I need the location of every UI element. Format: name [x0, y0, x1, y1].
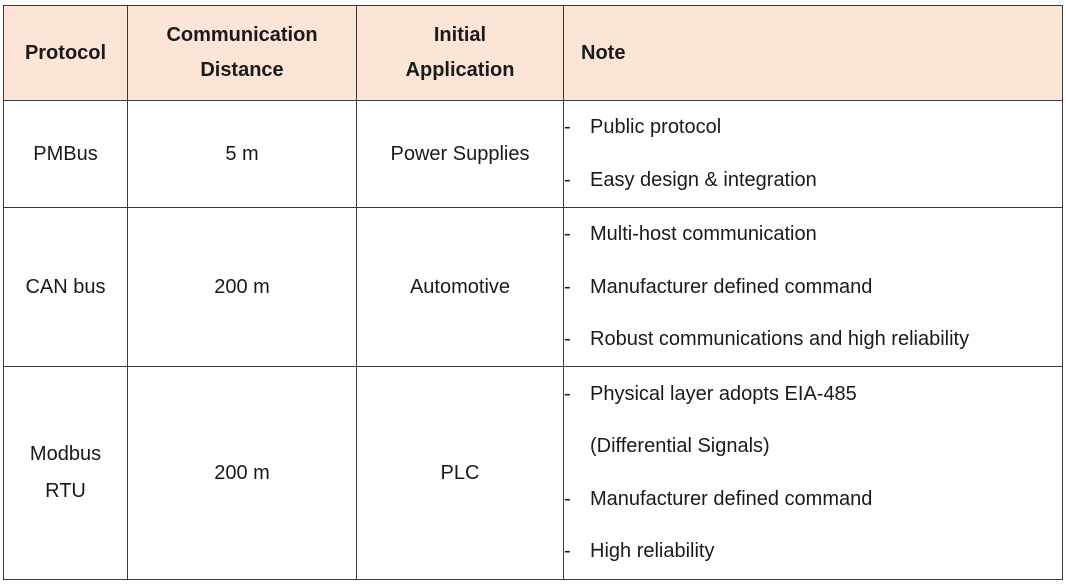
note-text: Multi-host communication [590, 223, 817, 245]
protocol-cell [4, 208, 128, 367]
protocol-name-line-2: RTU [45, 480, 86, 502]
note-text: Physical layer adopts EIA-485 [590, 382, 857, 405]
bullet-dash: - [564, 540, 571, 563]
note-text: Manufacturer defined command [590, 275, 873, 298]
note-cell [564, 367, 1063, 580]
bullet-dash: - [564, 487, 571, 510]
note-cell [564, 101, 1063, 208]
note-item [564, 101, 1062, 154]
note-item [564, 368, 1062, 421]
note-cell [564, 208, 1063, 367]
distance-cell [128, 367, 357, 580]
header-distance-line-2: Distance [200, 59, 284, 81]
bullet-dash: - [564, 382, 571, 405]
protocol-name: CAN bus [25, 275, 106, 298]
bullet-dash: - [564, 328, 571, 350]
distance-value: 5 m [225, 142, 259, 165]
header-protocol [4, 6, 128, 101]
header-application-line-1: Initial [433, 24, 487, 46]
table-row [4, 101, 1063, 208]
application-value: Power Supplies [390, 142, 530, 165]
distance-value: 200 m [214, 275, 270, 298]
distance-cell [128, 101, 357, 208]
application-cell [357, 208, 564, 367]
header-initial-application [357, 6, 564, 101]
table-row [4, 208, 1063, 367]
distance-cell [128, 208, 357, 367]
note-text: Easy design & integration [590, 169, 817, 191]
application-value: Automotive [409, 275, 511, 298]
application-value: PLC [440, 461, 480, 484]
distance-value: 200 m [214, 461, 270, 484]
note-text: Public protocol [590, 116, 722, 138]
note-text: Manufacturer defined command [590, 487, 873, 510]
bullet-dash: - [564, 275, 571, 298]
bullet-dash: - [564, 116, 571, 138]
application-cell [357, 367, 564, 580]
note-item [564, 208, 1062, 261]
bullet-dash: - [564, 169, 571, 191]
header-protocol-label: Protocol [24, 41, 107, 64]
bullet-dash: - [564, 223, 571, 245]
protocol-name-line-1: Modbus [29, 443, 102, 465]
application-cell [357, 101, 564, 208]
note-item-continuation [564, 421, 1062, 474]
note-item [564, 261, 1062, 314]
protocol-name: PMBus [33, 142, 98, 165]
note-item [564, 313, 1062, 366]
header-communication-distance [128, 6, 357, 101]
note-item [564, 154, 1062, 207]
note-text: High reliability [590, 540, 715, 563]
table-row [4, 367, 1063, 580]
note-item [564, 473, 1062, 526]
header-row [4, 6, 1063, 101]
protocol-cell [4, 367, 128, 580]
protocol-cell [4, 101, 128, 208]
header-application-line-2: Application [405, 59, 515, 81]
header-distance-line-1: Communication [166, 24, 318, 46]
note-text: (Differential Signals) [590, 435, 770, 458]
header-note-label: Note [581, 41, 626, 64]
protocol-comparison-table [3, 5, 1063, 580]
header-note [564, 6, 1063, 101]
note-item [564, 526, 1062, 579]
note-text: Robust communications and high reliability [590, 328, 970, 350]
